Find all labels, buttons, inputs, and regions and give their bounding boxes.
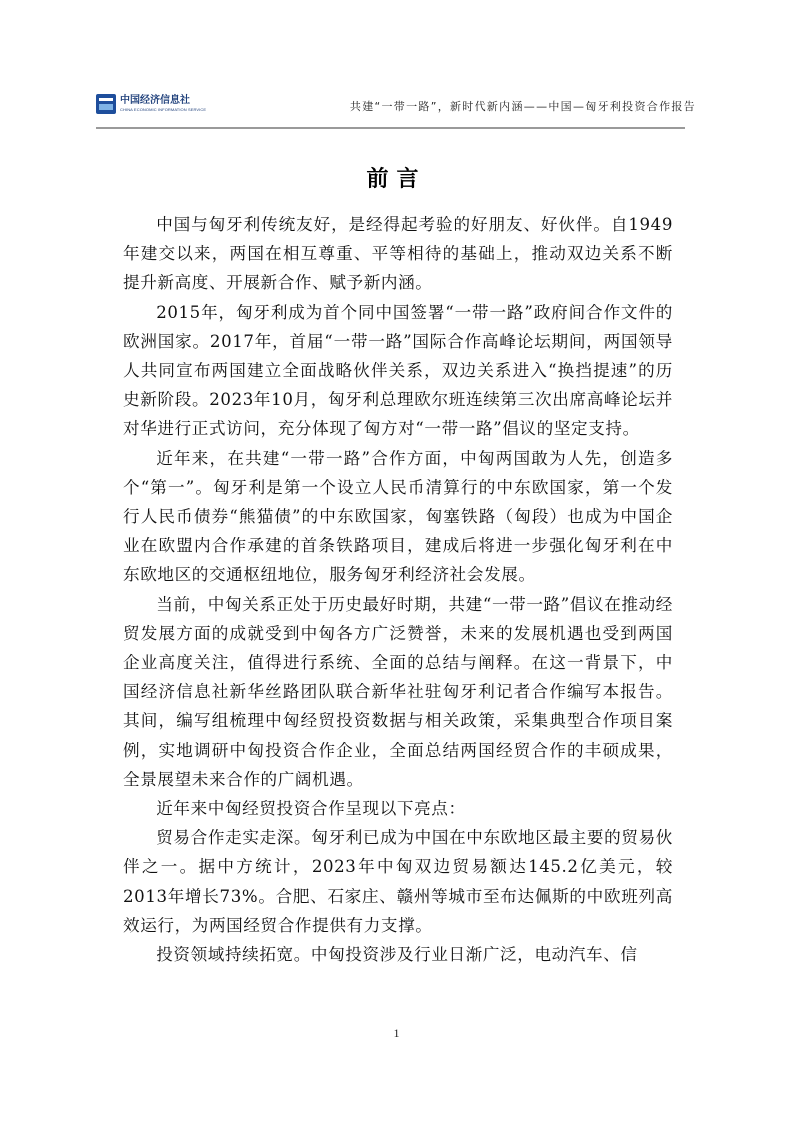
paragraph: 贸易合作走实走深。匈牙利已成为中国在中东欧地区最主要的贸易伙伴之一。据中方统计，2023年中匈双边贸易额达145.2亿美元，较2013年增长73%。合肥、石家庄、赣州等城市至布达佩斯的中欧班列高效运行，为两国经贸合作提供有力支撑。 (123, 828, 673, 935)
logo-text (120, 95, 206, 113)
logo-name: 中国经济信息社 (120, 95, 190, 106)
page-number: 1 (393, 1026, 400, 1040)
paragraph: 近年来，在共建“一带一路”合作方面，中匈两国敢为人先，创造多个“第一”。匈牙利是第一个设立人民币清算行的中东欧国家，第一个发行人民币债券“熊猫债”的中东欧国家，匈塞铁路（匈段）也成为中国企业在欧盟内合作承建的首条铁路项目，建成后将进一步强化匈牙利在中东欧地区的交通枢纽地位，服务匈牙利经济社会发展。 (123, 448, 673, 585)
page-header (96, 92, 696, 124)
paragraph: 2015年，匈牙利成为首个同中国签署“一带一路”政府间合作文件的欧洲国家。2017年，首届“一带一路”国际合作高峰论坛期间，两国领导人共同宣布两国建立全面战略伙伴关系，双边关系进入“换挡提速”的历史新阶段。2023年10月，匈牙利总理欧尔班连续第三次出席高峰论坛并对华进行正式访问，充分体现了匈方对“一带一路”倡议的坚定支持。 (123, 302, 673, 439)
body-text (123, 210, 673, 969)
page-title: 前言 (366, 167, 427, 192)
logo-name-en: CHINA ECONOMIC INFORMATION SERVICE (120, 107, 207, 112)
paragraph: 当前，中匈关系正处于历史最好时期，共建“一带一路”倡议在推动经贸发展方面的成就受到中匈各方广泛赞誉，未来的发展机遇也受到两国企业高度关注，值得进行系统、全面的总结与阐释。在这一背景下，中国经济信息社新华丝路团队联合新华社驻匈牙利记者合作编写本报告。其间，编写组梳理中匈经贸投资数据与相关政策，采集典型合作项目案例，实地调研中匈投资合作企业，全面总结两国经贸合作的丰硕成果，全景展望未来合作的广阔机遇。 (123, 594, 673, 789)
report-title: 共建“一带一路”，新时代新内涵——中国—匈牙利投资合作报告 (349, 100, 696, 113)
paragraph: 投资领域持续拓宽。中匈投资涉及行业日渐广泛，电动汽车、信 (156, 945, 638, 965)
paragraph: 中国与匈牙利传统友好，是经得起考验的好朋友、好伙伴。自1949年建交以来，两国在相互尊重、平等相待的基础上，推动双边关系不断提升新高度、开展新合作、赋予新内涵。 (123, 215, 673, 293)
header-divider (96, 127, 685, 129)
paragraph: 近年来中匈经贸投资合作呈现以下亮点： (156, 799, 466, 819)
publisher-logo (96, 94, 206, 114)
logo-icon (96, 94, 116, 114)
